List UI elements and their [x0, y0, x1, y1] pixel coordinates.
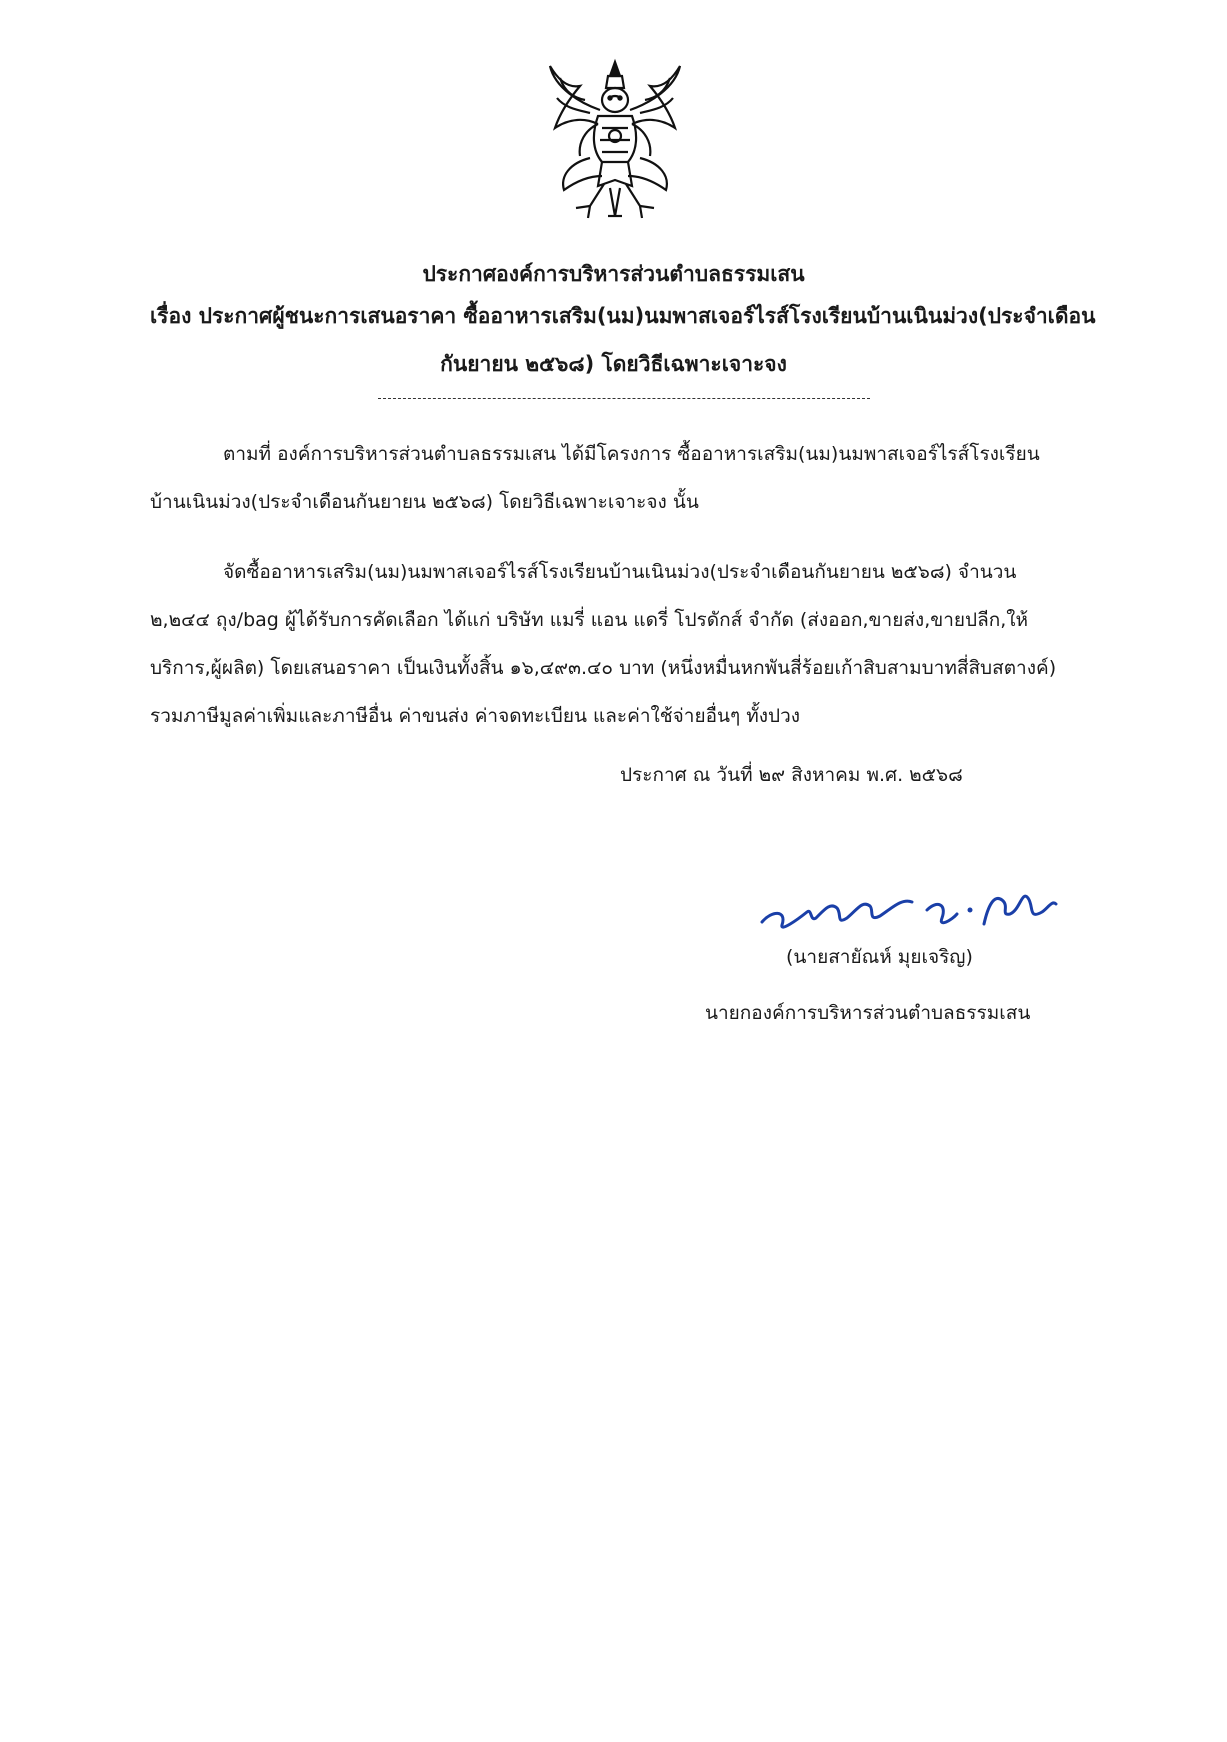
announcement-heading: ประกาศองค์การบริหารส่วนตำบลธรรมเสน: [422, 262, 805, 286]
handwritten-signature: [752, 870, 1062, 940]
paragraph-2-line-1: จัดซื้ออาหารเสริม(นม)นมพาสเจอร์ไรส์โรงเรียนบ้านเนินม่วง(ประจำเดือนกันยายน ๒๕๖๘) จำนวน: [223, 561, 1017, 583]
separator-line: [378, 398, 870, 399]
announcement-date: ประกาศ ณ วันที่ ๒๙ สิงหาคม พ.ศ. ๒๕๖๘: [620, 764, 963, 786]
subject-line-2: กันยายน ๒๕๖๘) โดยวิธีเฉพาะเจาะจง: [440, 352, 787, 376]
garuda-emblem-icon: [530, 58, 700, 228]
signer-position: นายกองค์การบริหารส่วนตำบลธรรมเสน: [705, 1002, 1031, 1024]
signer-name: (นายสายัณห์ มุยเจริญ): [786, 946, 973, 968]
paragraph-2-line-4: รวมภาษีมูลค่าเพิ่มและภาษีอื่น ค่าขนส่ง ค่าจดทะเบียน และค่าใช้จ่ายอื่นๆ ทั้งปวง: [150, 705, 801, 727]
paragraph-1-line-2: บ้านเนินม่วง(ประจำเดือนกันยายน ๒๕๖๘) โดยวิธีเฉพาะเจาะจง นั้น: [150, 491, 699, 513]
paragraph-2-line-2: ๒,๒๔๔ ถุง/bag ผู้ได้รับการคัดเลือก ได้แก่ บริษัท แมรี่ แอน แดรี่ โปรดักส์ จำกัด (ส่งออก,ขายส่ง,ขายปลีก,ให้: [150, 609, 1029, 631]
paragraph-2-line-3: บริการ,ผู้ผลิต) โดยเสนอราคา เป็นเงินทั้งสิ้น ๑๖,๔๙๓.๔๐ บาท (หนึ่งหมื่นหกพันสี่ร้อยเก้าสิบสามบาทสี่สิบสตางค์): [150, 657, 1057, 679]
subject-line-1: เรื่อง ประกาศผู้ชนะการเสนอราคา ซื้ออาหารเสริม(นม)นมพาสเจอร์ไรส์โรงเรียนบ้านเนินม่วง(ประจำเดือน: [150, 304, 1096, 328]
paragraph-1-line-1: ตามที่ องค์การบริหารส่วนตำบลธรรมเสน ได้มีโครงการ ซื้ออาหารเสริม(นม)นมพาสเจอร์ไรส์โรงเรียน: [223, 443, 1040, 465]
